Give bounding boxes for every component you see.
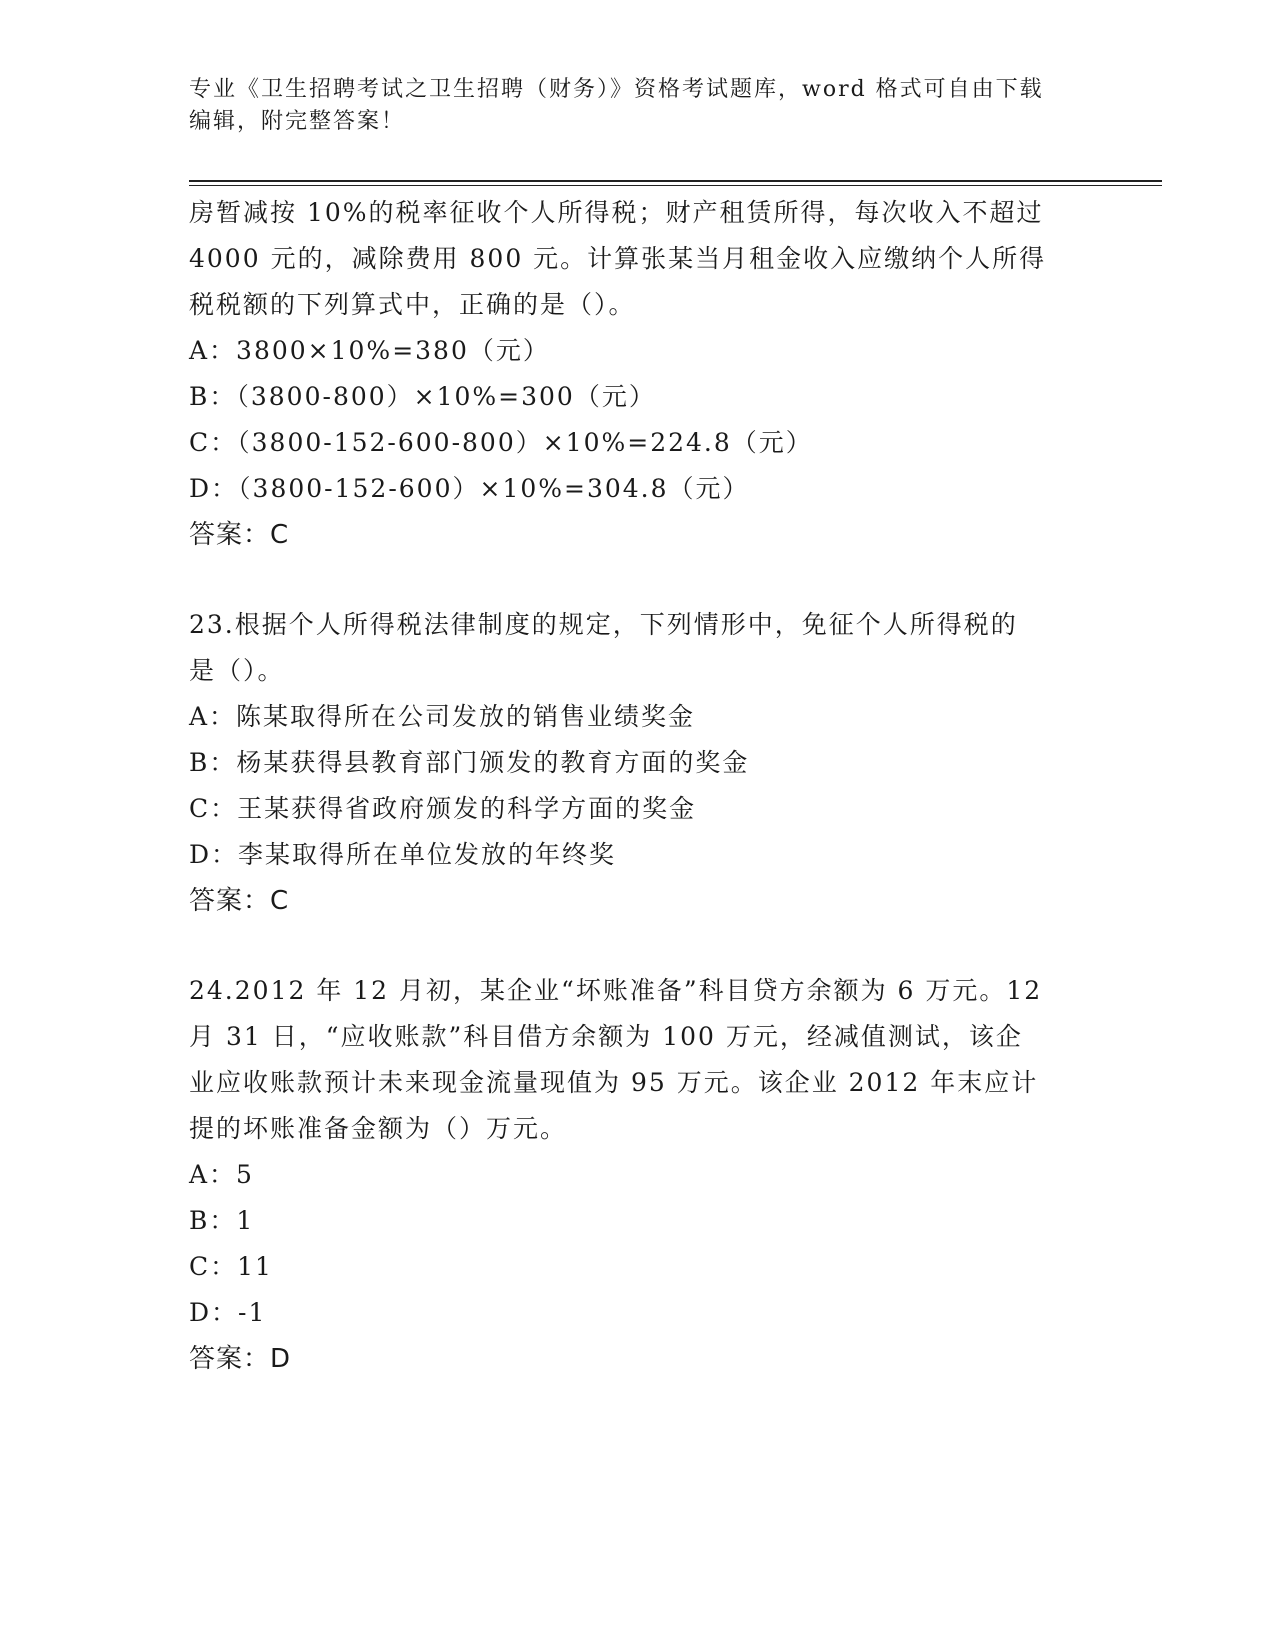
option-c: C：11 [189, 1252, 273, 1281]
option-b: B：1 [189, 1206, 255, 1235]
question-text-line: 23.根据个人所得税法律制度的规定，下列情形中，免征个人所得税的 [189, 610, 1018, 639]
answer-label: 答案：C [189, 886, 290, 916]
document-header [189, 74, 1089, 138]
header-line-1: 专业《卫生招聘考试之卫生招聘（财务）》资格考试题库，word 格式可自由下载 [189, 77, 1044, 102]
answer-label: 答案：D [189, 1344, 292, 1374]
option-b: B：杨某获得县教育部门颁发的教育方面的奖金 [189, 748, 750, 777]
answer-label: 答案：C [189, 520, 290, 550]
option-a: A：陈某取得所在公司发放的销售业绩奖金 [189, 702, 696, 731]
option-c: C：（3800-152-600-800）×10%=224.8（元） [189, 428, 813, 457]
question-text-line: 提的坏账准备金额为（）万元。 [189, 1114, 568, 1143]
question-text-line: 房暂减按 10%的税率征收个人所得税；财产租赁所得，每次收入不超过 [189, 198, 1044, 227]
option-b: B：（3800-800）×10%=300（元） [189, 382, 656, 411]
question-text-line: 税税额的下列算式中，正确的是（）。 [189, 290, 636, 319]
question-content [189, 190, 1089, 1382]
spacer [189, 558, 1089, 602]
option-d: D：-1 [189, 1298, 267, 1327]
header-divider-thin [189, 185, 1162, 186]
question-24 [189, 968, 1089, 1382]
option-a: A：5 [189, 1160, 254, 1189]
question-text-line: 24.2012 年 12 月初，某企业“坏账准备”科目贷方余额为 6 万元。12 [189, 976, 1043, 1005]
spacer [189, 924, 1089, 968]
option-d: D：李某取得所在单位发放的年终奖 [189, 840, 617, 869]
question-text-line: 月 31 日，“应收账款”科目借方余额为 100 万元，经减值测试，该企 [189, 1022, 1023, 1051]
question-22-continued [189, 190, 1089, 558]
option-c: C：王某获得省政府颁发的科学方面的奖金 [189, 794, 697, 823]
option-a: A：3800×10%=380（元） [189, 336, 550, 365]
option-d: D：（3800-152-600）×10%=304.8（元） [189, 474, 750, 503]
question-23 [189, 602, 1089, 924]
question-text-line: 业应收账款预计未来现金流量现值为 95 万元。该企业 2012 年末应计 [189, 1068, 1039, 1097]
header-line-2: 编辑，附完整答案！ [189, 109, 406, 134]
header-divider-thick [189, 180, 1162, 182]
question-text-line: 4000 元的，减除费用 800 元。计算张某当月租金收入应缴纳个人所得 [189, 244, 1047, 273]
question-text-line: 是（）。 [189, 656, 285, 685]
